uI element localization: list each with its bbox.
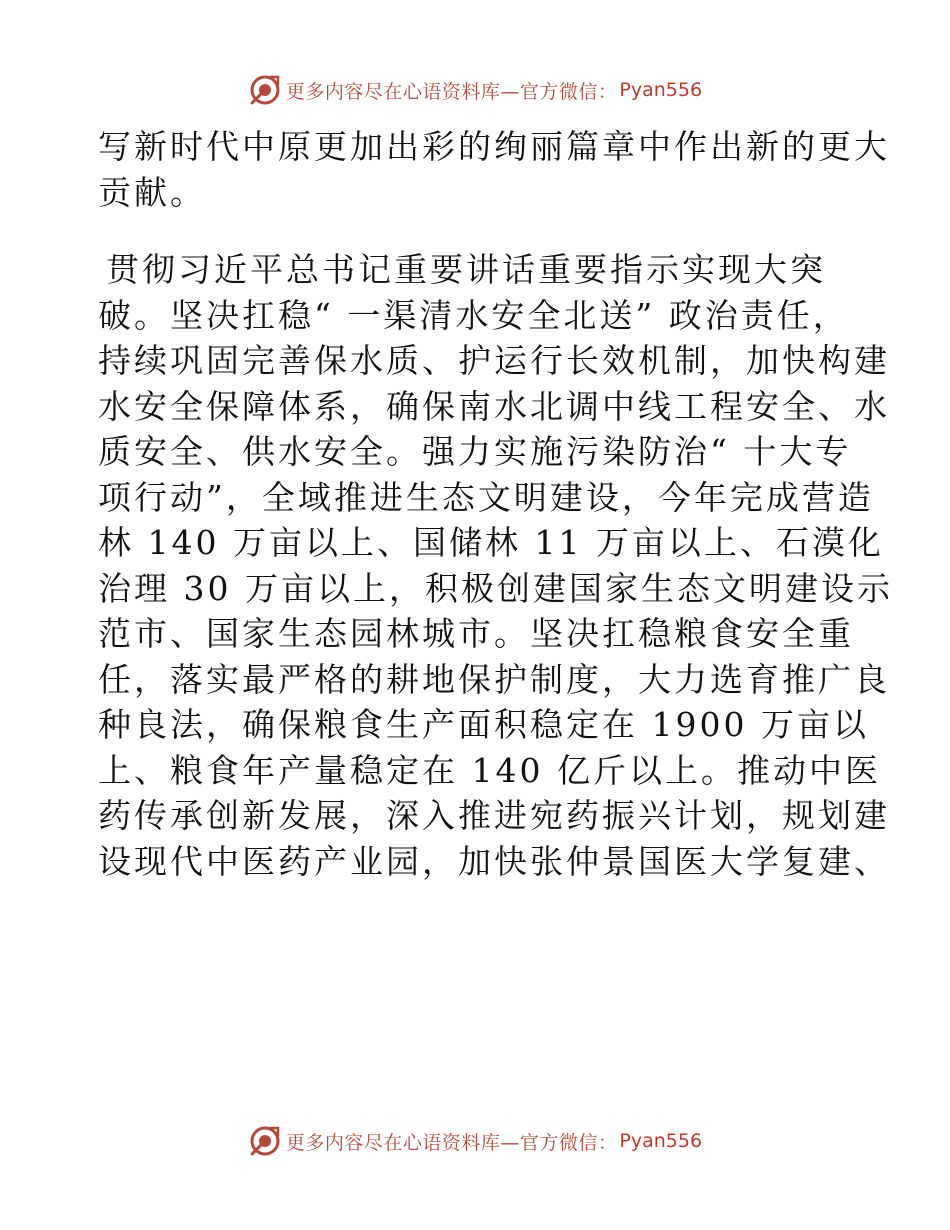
text-line: 治理 30 万亩以上，积极创建国家生态文明建设示: [98, 568, 893, 608]
text-line: 种良法，确保粮食生产面积稳定在 1900 万亩以: [98, 705, 869, 744]
watermark-wechat-id: Pyan556: [619, 1130, 703, 1152]
text-line: 药传承创新发展，深入推进宛药振兴计划，规划建: [98, 796, 890, 835]
text-line: 破。坚决扛稳“ 一渠清水安全北送” 政治责任，: [98, 295, 849, 335]
text-line: 林 140 万亩以上、国储林 11 万亩以上、石漠化: [98, 523, 884, 562]
text-line: 任，落实最严格的耕地保护制度，大力选育推广良: [98, 659, 890, 699]
red-circle-pen-logo-icon: [248, 73, 282, 107]
watermark-text: 更多内容尽在心语资料库—官方微信：: [285, 80, 618, 103]
text-line: 设现代中医药产业园，加快张仲景国医大学复建、: [98, 841, 890, 881]
document-body: [98, 124, 893, 884]
text-line: 贡献。: [98, 172, 206, 212]
text-line: 项行动”，全域推进生态文明建设，今年完成营造: [98, 477, 874, 517]
header-watermark: [0, 70, 950, 110]
text-line: 上、粮食年产量稳定在 140 亿斤以上。推动中医: [98, 750, 881, 790]
text-line: 贯彻习近平总书记重要讲话重要指示实现大突: [106, 250, 826, 289]
text-line: 持续巩固完善保水质、护运行长效机制，加快构建: [98, 341, 890, 380]
paragraph-2: [98, 247, 893, 884]
footer-watermark: [0, 1121, 950, 1161]
watermark-wechat-id: Pyan556: [619, 79, 703, 101]
text-line: 写新时代中原更加出彩的绚丽篇章中作出新的更大: [98, 127, 890, 166]
text-line: 水安全保障体系，确保南水北调中线工程安全、水: [98, 386, 890, 426]
text-line: 范市、国家生态园林城市。坚决扛稳粮食安全重: [98, 614, 854, 653]
text-line: 质安全、供水安全。强力实施污染防治“ 十大专: [98, 432, 852, 471]
red-circle-pen-logo-icon: [248, 1124, 282, 1158]
paragraph-1: [98, 124, 890, 215]
watermark-text: 更多内容尽在心语资料库—官方微信：: [285, 1131, 618, 1154]
